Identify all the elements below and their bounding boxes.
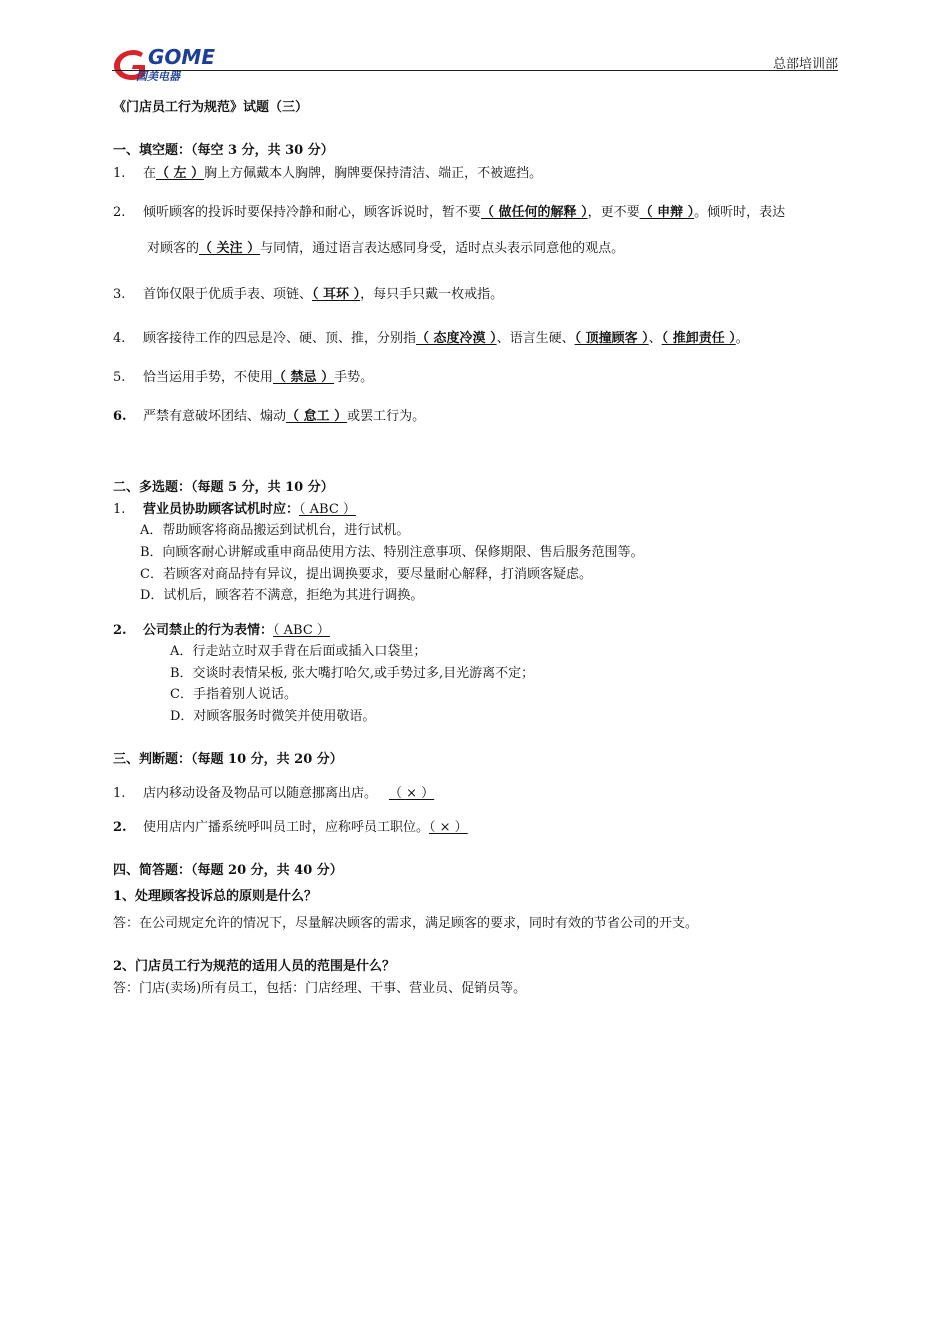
answer-blank: （ 左 ）	[156, 166, 205, 181]
question-number: 2.	[113, 205, 126, 220]
question-text: 恰当运用手势，不使用	[143, 370, 274, 385]
fill-q5	[113, 366, 373, 385]
answer-blank: （ ABC ）	[299, 502, 356, 517]
answer-blank: （ 顶撞顾客 ）	[574, 331, 649, 346]
question-text: ，更不要	[587, 205, 640, 220]
fill-q3	[113, 283, 503, 302]
fill-q2-line2	[147, 237, 624, 256]
document-title: 《门店员工行为规范》试题（三）	[113, 100, 309, 115]
mc-q1-stem	[113, 498, 356, 517]
section-true-false-heading: 三、判断题：（每题 10 分，共 20 分）	[113, 752, 343, 767]
question-number: 1.	[113, 502, 126, 517]
header-divider	[112, 70, 838, 71]
sa-q1-answer: 答：在公司规定允许的情况下，尽量解决顾客的需求，满足顾客的要求，同时有效的节省公司的开支。	[113, 916, 699, 931]
mc-q1-option-c: C．若顾客对商品持有异议，提出调换要求，要尽量耐心解释，打消顾客疑虑。	[140, 567, 592, 582]
fill-q6	[113, 405, 425, 424]
sa-q2-answer: 答：门店(卖场)所有员工，包括：门店经理、干事、营业员、促销员等。	[113, 981, 527, 996]
question-text: 、	[648, 331, 662, 346]
fill-q4	[113, 327, 749, 346]
question-number: 2.	[113, 623, 127, 638]
department-label: 总部培训部	[772, 57, 838, 72]
question-text: 顾客接待工作的四忌是冷、硬、顶、推，分别指	[143, 331, 417, 346]
section-multiple-choice-heading: 二、多选题：（每题 5 分，共 10 分）	[113, 480, 334, 495]
answer-blank: （ 推卸责任 ）	[661, 331, 736, 346]
mc-q2-stem	[113, 619, 330, 638]
question-text: 与同情，通过语言表达感同身受，适时点头表示同意他的观点。	[260, 241, 625, 256]
question-text: 使用店内广播系统呼叫员工时，应称呼员工职位。	[143, 820, 430, 835]
question-text: 倾听顾客的投诉时要保持冷静和耐心，顾客诉说时，暂不要	[143, 205, 482, 220]
logo-chinese-name: 国美电器	[136, 70, 180, 83]
answer-blank: （ 禁忌 ）	[273, 370, 335, 385]
mc-q1-option-a: A．帮助顾客将商品搬运到试机台，进行试机。	[140, 523, 410, 538]
answer-blank: （ × ）	[389, 786, 435, 801]
mc-q1-option-b: B．向顾客耐心讲解或重申商品使用方法、特别注意事项、保修期限、售后服务范围等。	[140, 545, 644, 560]
question-text: 。	[735, 331, 749, 346]
mc-q1-option-d: D．试机后，顾客若不满意，拒绝为其进行调换。	[140, 588, 424, 603]
answer-blank: （ 耳环 ）	[312, 287, 361, 302]
mc-q2-option-d: D．对顾客服务时微笑并使用敬语。	[170, 709, 376, 724]
question-text: 首饰仅限于优质手表、项链、	[143, 287, 313, 302]
question-number: 5.	[113, 370, 126, 385]
question-number: 1.	[113, 786, 126, 801]
question-text: 营业员协助顾客试机时应：	[143, 502, 300, 517]
answer-blank: （ × ）	[429, 820, 468, 835]
section-fill-blank-heading: 一、填空题：（每空 3 分，共 30 分）	[113, 143, 334, 158]
question-text: 。倾听时，表达	[694, 205, 786, 220]
answer-blank: （ 做任何的解释 ）	[481, 205, 588, 220]
question-text: 店内移动设备及物品可以随意挪离出店。	[143, 786, 378, 801]
question-text: 或罢工行为。	[347, 409, 426, 424]
answer-blank: （ 态度冷漠 ）	[416, 331, 497, 346]
question-text: 在	[143, 166, 157, 181]
question-text: 、语言生硬、	[496, 331, 575, 346]
question-number: 3.	[113, 287, 126, 302]
question-number: 2.	[113, 820, 127, 835]
gome-logo	[112, 42, 215, 84]
question-number: 6.	[113, 409, 127, 424]
answer-blank: （ ABC ）	[273, 623, 330, 638]
question-text: 手势。	[334, 370, 374, 385]
question-number: 4.	[113, 331, 126, 346]
question-text: 对顾客的	[147, 241, 200, 256]
section-short-answer-heading: 四、简答题：（每题 20 分，共 40 分）	[113, 863, 343, 878]
tf-q1	[113, 782, 434, 801]
logo-wordmark: GOME	[148, 45, 215, 69]
sa-q1-question: 1、处理顾客投诉总的原则是什么？	[113, 889, 318, 904]
fill-q1	[113, 162, 542, 181]
mc-q2-option-b: B．交谈时表情呆板, 张大嘴打哈欠,或手势过多,目光游离不定；	[170, 666, 535, 681]
mc-q2-option-a: A．行走站立时双手背在后面或插入口袋里；	[170, 644, 427, 659]
answer-blank: （ 申辩 ）	[639, 205, 695, 220]
question-text: 公司禁止的行为表情：	[143, 623, 274, 638]
answer-blank: （ 关注 ）	[199, 241, 261, 256]
sa-q2-question: 2、门店员工行为规范的适用人员的范围是什么？	[113, 959, 396, 974]
tf-q2	[113, 816, 468, 835]
question-text: ，每只手只戴一枚戒指。	[360, 287, 504, 302]
question-text: 严禁有意破坏团结、煽动	[143, 409, 287, 424]
answer-blank: （ 怠工 ）	[286, 409, 348, 424]
question-number: 1.	[113, 166, 126, 181]
mc-q2-option-c: C．手指着别人说话。	[170, 687, 297, 702]
question-text: 胸上方佩戴本人胸牌，胸牌要保持清洁、端正，不被遮挡。	[204, 166, 543, 181]
fill-q2	[113, 201, 785, 220]
